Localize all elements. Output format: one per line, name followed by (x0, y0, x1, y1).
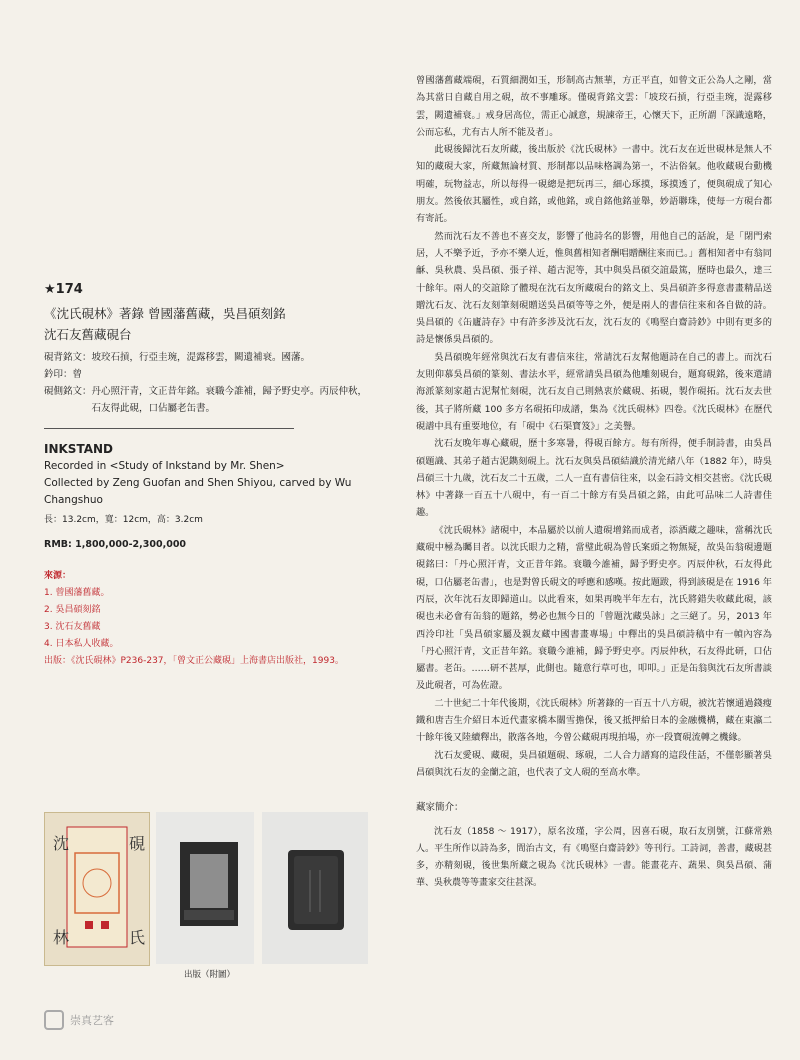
essay-paragraph: 此硯後歸沈石友所藏，後出版於《沈氏硯林》一書中。沈石友在近世硯林是無人不知的藏硯大家，所藏無論材質、形制都以品味格調為第一，不沾俗氣。他收藏硯台動機明確，玩物益志，所以每得一硯總是把玩再三，細心琢摸，琢摸透了，便與硯成了知心朋友。然後依其屬性，或自銘，或他銘，或自銘他銘並舉，妙語聯珠，使每一方硯台都有寄託。 (416, 144, 772, 225)
watermark-logo-icon (44, 1010, 64, 1030)
lot-title-cn-2: 沈石友舊藏硯台 (44, 327, 132, 342)
provenance-item: 4. 日本私人收藏。 (44, 639, 119, 649)
collector-bio-head: 藏家簡介： (416, 802, 464, 814)
watermark (44, 1010, 114, 1030)
provenance-item: 1. 曾國藩舊藏。 (44, 588, 110, 598)
rubbing-image (44, 812, 150, 966)
rubbing-char: 硯 (129, 834, 146, 853)
essay-paragraph: 二十世紀二十年代後期，《沈氏硯林》所著錄的一百五十八方硯，被沈若懷通過錢瘦鐵和唐吉生介紹日本近代畫家橋本關雪擔保，後又抵押給日本的金融機構，藏在東瀛二十餘年後又陸續釋出，散落各地，今曾公藏硯再現拍場，亦一段寶硯流轉之機緣。 (416, 697, 772, 744)
inscription-text: 丹心照汗青，文正昔年銘。衰職今誰補，歸予野史亭。丙辰仲秋，石友得此硯，口佔屬老缶書。 (91, 386, 368, 414)
inscription-row (44, 383, 374, 417)
essay-paragraph: 吳昌碩晚年經常與沈石友有書信來往，常請沈石友幫他題詩在自己的書上。而沈石友則仰慕吳昌碩的篆刻、書法水平，經常請吳昌碩為他雕刻硯台，題寫硯銘，後來還請海派篆刻家趙古泥幫忙刻硯，沈石友自己則熱衷於藏硯、拓硯，製作硯拓。沈石友去世後，其子將所藏 100 多方名硯拓印成譜，集為《沈氏硯林》四卷。《沈氏硯林》在歷代硯譜中具有重要地位，有「硯中《石渠寶笈》」之美譽。 (416, 351, 772, 432)
rubbing-char: 氏 (129, 928, 146, 947)
dimensions: 長：13.2cm，寬：12cm，高：3.2cm (44, 515, 203, 525)
essay-paragraph: 曾國藩舊藏端硯，石質細潤如玉，形制高古無華，方正平直，如曾文正公為人之剛，當為其當日自藏自用之硯，故不事雕琢。僅硯背銘文雲：「坡珓石摃，行亞圭琬，湜露移雲，闕遺補衰。」戒身居高位，需正心誠意，規諫帝王，心懷天下，正所謂「深識遠略，公而忘私，尤有古人所不能及者」。 (416, 75, 772, 138)
inscription-text: 曾 (72, 369, 83, 380)
collector-bio: 沈石友（1858 ～ 1917），原名汝瑾，字公周，因喜石硯，取石友別號，江蘇常熟人。平生所作以詩為多，間治古文，有《鳴堅白齋詩鈔》等刊行。工詩詞，善書，藏硯甚多，亦精刻硯，後世集所藏之硯為《沈氏硯林》一書。能畫花卉、蔬果、與吳昌碩、蒲華、吳秋農等等畫家交往甚深。 (416, 827, 772, 889)
lot-block (44, 282, 374, 417)
inscription-label: 硯側銘文： (44, 386, 92, 397)
essay-paragraph: 沈石友愛硯、藏硯，吳昌碩題硯、琢硯，二人合力譜寫的這段佳話，不僅彰顯著吳昌碩與沈石友的金蘭之誼，也代表了文人硯的至高水準。 (416, 749, 772, 778)
inkstand-top-drawing (156, 812, 254, 964)
figure-caption: 出版（附圖） (184, 970, 236, 980)
english-recorded: Recorded in <Study of Inkstand by Mr. Shen> (44, 460, 285, 472)
inscription-row (44, 349, 374, 366)
inkstand-top-photo (156, 812, 254, 964)
essay-paragraph: 然而沈石友不善也不喜交友，影響了他詩名的影響，用他自己的話說，是「閉門索居，人不樂予近，予亦不樂人近，惟與舊相知者酬唱贈酬往來而已。」舊相知者中有翁同龢、吳秋農、吳昌碩、張子祥、趙古泥等，其中與吳昌碩交誼最篤，歷時也最久，達三十餘年。兩人的交誼除了體現在沈石友所藏硯台的銘文上、吳昌碩許多得意書畫精品送贈沈石友、沈石友刻筆刻硯贈送吳昌碩等等之外，便是兩人的書信往來和各自做的詩。吳昌碩的《缶廬詩存》中有許多涉及沈石友，沈石友的《鳴堅白齋詩鈔》中則有更多的詩是懷係吳昌碩的。 (416, 230, 772, 346)
essay-column (416, 72, 772, 892)
rubbing-char: 林 (53, 928, 70, 947)
inkstand-back-drawing (262, 812, 368, 964)
essay-paragraph: 沈石友晚年專心藏硯，歷十多寒暑，得硯百餘方。每有所得，便手制詩書，由吳昌碩題識、其弟子趙古泥鐫刻硯上。沈石友與吳昌碩結識於清光緒八年（1882 年），時吳昌碩三十九歲，沈石友二十五歲，二人一直有書信往來，以金石詩文相交甚密。《沈氏硯林》中著錄一百五十八硯中，有一百二十餘方有吳昌碩之銘，由此可品味二人詩書佳趣。 (416, 438, 772, 519)
provenance-item: 2. 吳昌碩刻銘 (44, 605, 101, 615)
rubbing-char: 沈 (53, 834, 70, 853)
inkstand-back-photo (262, 812, 368, 964)
inscription-row (44, 366, 374, 383)
divider (44, 428, 294, 429)
rubbing-drawing (45, 813, 149, 965)
english-title: INKSTAND (44, 442, 113, 456)
watermark-text: 崇真艺客 (70, 1014, 114, 1027)
lot-title-cn-1: 《沈氏硯林》著錄 曾國藩舊藏，吳昌碩刻銘 (44, 306, 286, 321)
provenance (44, 568, 384, 670)
english-block (44, 440, 374, 550)
provenance-head: 來源： (44, 571, 72, 581)
estimate: RMB: 1,800,000-2,300,000 (44, 539, 187, 550)
essay-paragraph: 《沈氏硯林》諸硯中，本品屬於以前人遺硯增銘而成者，添酒藏之趣味，當稱沈氏藏硯中極為矚目者。以沈氏眼力之精，當璧此硯為曾氏案頭之物無疑，故吳缶翁硯邊題硯銘曰：「丹心照汗青，文正昔年銘。衰職今誰補，歸予野史亭。丙辰仲秋，石友得此硯，口佔屬老缶書」，也是對曾氏硯文的呼應和感嘆。按此題跋，得到該硯是在 1916 年丙辰，次年沈石友即歸道山。以此看來，如果再晚半年左右，沈氏將錯失收藏此硯，該硯也未必會有缶翁的題銘，勢必也無今日的「曾題沈藏吳詠」之三絕了。另，2013 年西泠印社「吳昌碩家屬及親友藏中國書畫專場」中釋出的吳昌碩詩稿中有一幀內容為「丹心照汗青，文正昔年銘。衰職今誰補，歸予野史亭。丙辰仲秋，石友得此研，口佔屬書。老缶。……研不甚厚，此側也。隨意行草可也，叩叩。」正是缶翁與沈石友所書談及此硯者，可為佐證。 (416, 524, 772, 692)
inscription-text: 坡珓石摃，行亞圭琬，湜露移雲，闕遺補衰。國藩。 (91, 352, 311, 363)
inscription-label: 鈐印： (44, 369, 73, 380)
english-collected: Collected by Zeng Guofan and Shen Shiyou, carved by Wu Changshuo (44, 477, 352, 506)
provenance-item: 3. 沈石友舊藏 (44, 622, 101, 632)
inscription-label: 硯背銘文： (44, 352, 92, 363)
publication: 出版：《沈氏硯林》P236-237，「曾文正公藏硯」上海書店出版社，1993。 (44, 656, 344, 666)
inscriptions (44, 349, 374, 417)
lot-number: ★174 (44, 282, 83, 297)
